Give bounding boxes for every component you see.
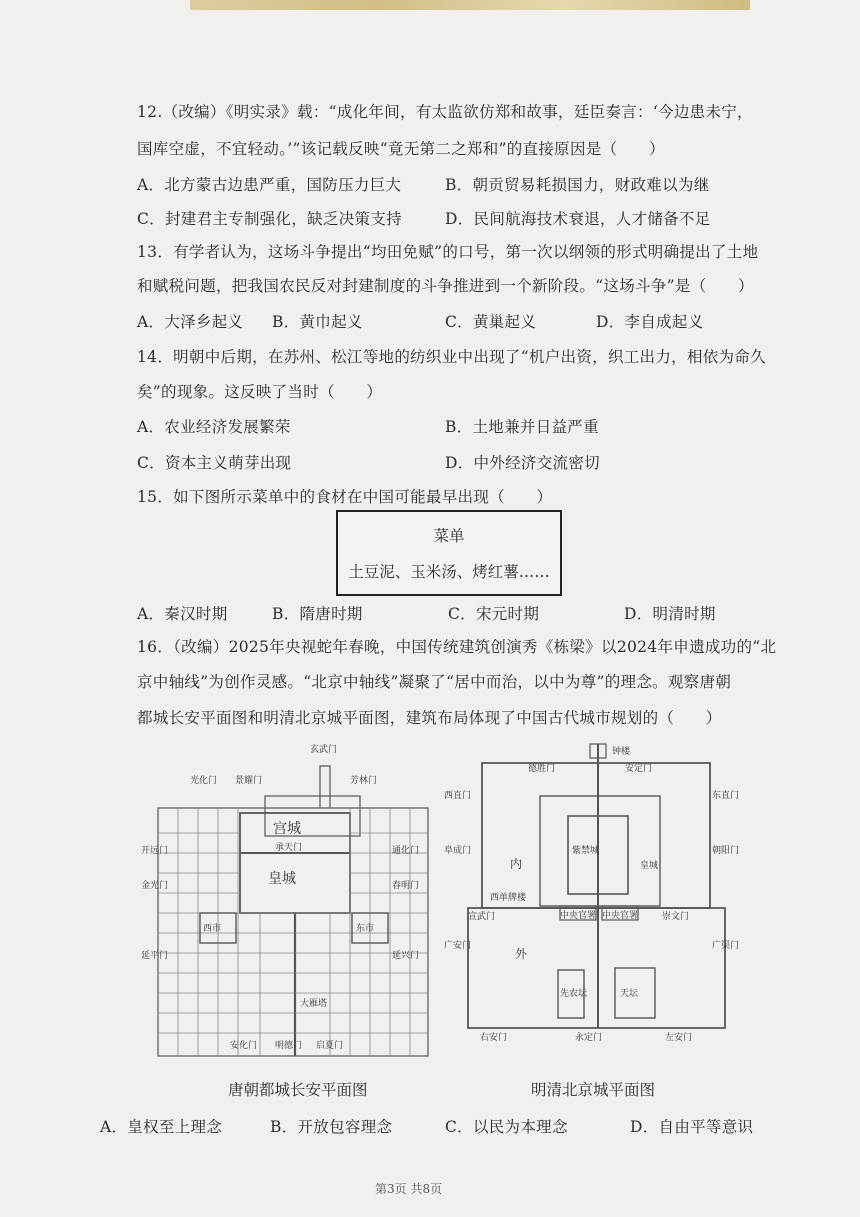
header-scan-strip xyxy=(190,0,750,10)
changan-south-gate-2: 明德门 xyxy=(275,1041,303,1051)
beijing-label-xidan: 西单牌楼 xyxy=(490,893,527,903)
q16-option-d: D．自由平等意识 xyxy=(630,1118,754,1136)
q14-option-c: C．资本主义萌芽出现 xyxy=(137,454,292,472)
q16-option-c: C．以民为本理念 xyxy=(445,1118,568,1136)
q16-stem-line1: 16．（改编）2025年央视蛇年春晚，中国传统建筑创演秀《栋梁》以2024年申遗成功的“北 xyxy=(137,638,777,656)
beijing-label-zuoanmen: 左安门 xyxy=(665,1033,693,1043)
beijing-label-chaoyangmen: 朝阳门 xyxy=(712,846,740,856)
beijing-label-xuanwumen: 宣武门 xyxy=(468,912,496,922)
beijing-label-chongwenmen: 崇文门 xyxy=(662,912,690,922)
q15-option-c: C．宋元时期 xyxy=(448,605,540,623)
q13-stem-line1: 13．有学者认为，这场斗争提出“均田免赋”的口号，第一次以纲领的形式明确提出了土地 xyxy=(137,243,759,261)
q16-stem-line3: 都城长安平面图和明清北京城平面图，建筑布局体现了中国古代城市规划的（ ） xyxy=(137,709,722,727)
changan-map-caption: 唐朝都城长安平面图 xyxy=(228,1081,368,1099)
q14-option-a: A．农业经济发展繁荣 xyxy=(137,418,291,436)
q12-option-d: D．民间航海技术衰退，人才储备不足 xyxy=(445,210,711,228)
changan-east-gate-2: 春明门 xyxy=(392,881,420,891)
changan-east-gate-1: 通化门 xyxy=(392,846,420,856)
beijing-label-outer: 外 xyxy=(515,947,528,961)
changan-south-gate-1: 安化门 xyxy=(230,1041,258,1051)
menu-figure xyxy=(336,510,562,596)
beijing-label-inner: 内 xyxy=(510,857,523,871)
q13-stem-line2: 和赋税问题，把我国农民反对封建制度的斗争推进到一个新阶段。“这场斗争”是（ ） xyxy=(137,277,754,295)
beijing-label-central-west: 中央官署 xyxy=(560,911,597,921)
changan-label-market-west: 西市 xyxy=(203,924,222,934)
beijing-map-caption: 明清北京城平面图 xyxy=(531,1081,656,1099)
changan-south-gate-3: 启夏门 xyxy=(316,1041,344,1051)
beijing-label-top: 钟楼 xyxy=(612,747,631,757)
q14-stem-line1: 14．明朝中后期，在苏州、松江等地的纺织业中出现了“机户出资，织工出力，相依为命久 xyxy=(137,348,766,366)
beijing-outer-city xyxy=(468,908,725,1028)
beijing-label-desheng: 德胜门 xyxy=(528,764,556,774)
changan-label-gate-mid: 承天门 xyxy=(275,843,303,853)
beijing-label-guanganmen: 广安门 xyxy=(444,941,472,951)
changan-map xyxy=(140,738,440,1063)
menu-title: 菜单 xyxy=(433,527,465,545)
changan-west-gate-2: 金光门 xyxy=(141,881,169,891)
q15-option-a: A．秦汉时期 xyxy=(137,605,228,623)
q16-option-b: B．开放包容理念 xyxy=(270,1118,393,1136)
beijing-label-youanmen: 右安门 xyxy=(480,1033,508,1043)
changan-north-gate-1: 光化门 xyxy=(190,776,218,786)
q12-option-a: A．北方蒙古边患严重，国防压力巨大 xyxy=(137,176,402,194)
beijing-inner-city xyxy=(482,763,710,908)
beijing-label-palace: 紫禁城 xyxy=(572,846,600,856)
q15-option-b: B．隋唐时期 xyxy=(272,605,363,623)
beijing-label-yongdingmen: 永定门 xyxy=(575,1033,603,1043)
q14-option-b: B．土地兼并日益严重 xyxy=(445,418,599,436)
q13-option-c: C．黄巢起义 xyxy=(445,313,537,331)
q15-option-d: D．明清时期 xyxy=(624,605,716,623)
q12-option-c: C．封建君主专制强化，缺乏决策支持 xyxy=(137,210,402,228)
beijing-label-xizhimen: 西直门 xyxy=(444,791,472,801)
q13-option-d: D．李自成起义 xyxy=(596,313,704,331)
q16-option-a: A．皇权至上理念 xyxy=(100,1118,223,1136)
beijing-label-fuchengmen: 阜成门 xyxy=(444,846,472,856)
q14-option-d: D．中外经济交流密切 xyxy=(445,454,600,472)
q13-option-b: B．黄巾起义 xyxy=(272,313,363,331)
changan-label-temple: 大雁塔 xyxy=(300,999,328,1009)
beijing-label-temple-heaven: 天坛 xyxy=(620,989,639,999)
q12-stem-line1: 12.（改编）《明实录》载：“成化年间，有太监欲仿郑和故事，廷臣奏言：‘今边患未宁， xyxy=(137,103,753,121)
changan-west-gate-1: 开远门 xyxy=(141,846,169,856)
beijing-label-guangqumen: 广渠门 xyxy=(712,941,740,951)
q16-stem-line2: 京中轴线”为创作灵感。“北京中轴线”凝聚了“居中而治，以中为尊”的理念。观察唐朝 xyxy=(137,673,732,691)
changan-label-top-gate: 玄武门 xyxy=(310,745,338,755)
changan-north-gate-3: 芳林门 xyxy=(350,776,378,786)
q14-stem-line2: 矣”的现象。这反映了当时（ ） xyxy=(137,383,383,401)
q12-stem-line2: 国库空虚，不宜轻动。’”该记载反映“竟无第二之郑和”的直接原因是（ ） xyxy=(137,140,665,158)
changan-label-market-east: 东市 xyxy=(356,924,375,934)
changan-east-gate-3: 延兴门 xyxy=(392,951,420,961)
q13-option-a: A．大泽乡起义 xyxy=(137,313,244,331)
page-footer: 第3页 共8页 xyxy=(375,1182,443,1196)
beijing-label-dongzhimen: 东直门 xyxy=(712,791,740,801)
changan-label-imperial: 皇城 xyxy=(268,871,296,887)
changan-label-palace: 宫城 xyxy=(273,821,301,837)
menu-items: 土豆泥、玉米汤、烤红薯…… xyxy=(348,563,550,581)
q15-stem: 15．如下图所示菜单中的食材在中国可能最早出现（ ） xyxy=(137,488,553,506)
beijing-label-huangcheng: 皇城 xyxy=(640,861,659,871)
beijing-label-central-east: 中央官署 xyxy=(602,911,639,921)
q12-option-b: B．朝贡贸易耗损国力，财政难以为继 xyxy=(445,176,710,194)
beijing-label-anding: 安定门 xyxy=(625,764,653,774)
beijing-map xyxy=(440,738,740,1063)
changan-west-gate-3: 延平门 xyxy=(141,951,169,961)
changan-north-gate-2: 景耀门 xyxy=(235,776,263,786)
beijing-label-xiannong: 先农坛 xyxy=(560,989,588,999)
